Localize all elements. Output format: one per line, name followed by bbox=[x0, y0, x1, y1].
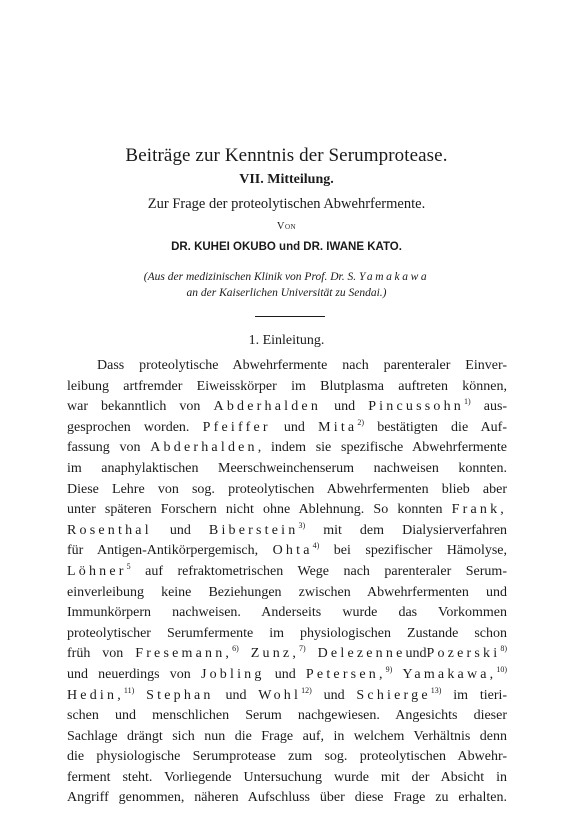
author-name: Abderhalden bbox=[213, 399, 322, 415]
body-paragraph bbox=[67, 356, 507, 809]
author-name: Yamakawa, bbox=[402, 666, 497, 682]
footnote-ref: 13) bbox=[430, 685, 442, 695]
text: gesprochen worden. bbox=[67, 419, 190, 435]
author-name: Mita bbox=[318, 419, 358, 435]
text: und bbox=[274, 666, 296, 682]
text: und neuerdings von bbox=[67, 666, 191, 682]
body-line bbox=[67, 438, 507, 459]
author-name: Biberstein bbox=[208, 522, 299, 538]
body-line bbox=[67, 397, 507, 418]
text: und bbox=[283, 419, 305, 435]
authors: DR. KUHEI OKUBO und DR. IWANE KATO. bbox=[171, 241, 402, 253]
body-line: leibung artfremder Eiweisskörper im Blutplasma auftreten können, bbox=[67, 378, 507, 394]
author-name: Rosenthal bbox=[67, 522, 152, 538]
text: und bbox=[323, 687, 345, 703]
author-name: Stephan bbox=[146, 687, 214, 703]
footnote-ref: 1) bbox=[463, 397, 471, 407]
author-name: Pfeiffer bbox=[202, 419, 271, 435]
body-line: Diese Lehre von sog. proteolytischen Abwehrfermenten blieb aber bbox=[67, 481, 507, 497]
affiliation-professor: Yamakawa bbox=[358, 271, 430, 283]
body-line: im anaphylaktischen Meerschweinchenserum nachweisen konnten. bbox=[67, 460, 507, 476]
affiliation-text: (Aus der medizinischen Klinik von Prof. Dr. S. bbox=[143, 271, 357, 283]
text: mit dem Dialysierverfahren bbox=[323, 522, 507, 538]
body-line: schen und menschlichen Serum nachgewiesen. Angesichts dieser bbox=[67, 708, 507, 724]
text: und bbox=[334, 399, 356, 415]
body-line bbox=[67, 686, 507, 707]
footnote-ref: 9) bbox=[385, 664, 393, 674]
body-line bbox=[67, 500, 507, 521]
body-line: Dass proteolytische Abwehrfermente nach parenteraler Einver- bbox=[97, 358, 507, 373]
footnote-ref: 7) bbox=[299, 644, 306, 654]
body-line bbox=[67, 665, 507, 686]
author-name: Ohta bbox=[272, 543, 313, 559]
text: für Antigen-Antikörpergemisch, bbox=[67, 543, 259, 559]
article-part: VII. Mitteilung. bbox=[239, 172, 334, 187]
author-name: Pozerski bbox=[426, 646, 501, 662]
author-name: Wohl bbox=[258, 687, 302, 703]
author-name: Fresemann, bbox=[135, 646, 233, 662]
body-line: die physiologische Serumprotease zum sog. proteolytischen Abwehr- bbox=[67, 749, 507, 765]
affiliation bbox=[0, 269, 573, 301]
body-line: Sachlage drängt sich nun die Frage auf, in welchem Verhältnis denn bbox=[67, 728, 507, 744]
body-line bbox=[67, 418, 507, 439]
author-name: Pincussohn bbox=[368, 399, 464, 415]
text: und bbox=[225, 687, 247, 703]
body-line: ferment steht. Vorliegende Untersuchung wurde mit der Absicht in bbox=[67, 769, 507, 785]
footnote-ref: 8) bbox=[500, 644, 507, 654]
body-line bbox=[67, 541, 507, 562]
text: bei spezifischer Hämolyse, bbox=[333, 543, 507, 559]
text: früh von bbox=[67, 646, 124, 662]
author-name: Schierge bbox=[356, 687, 431, 703]
author-name: Zunz, bbox=[250, 646, 300, 662]
affiliation-line-2: an der Kaiserlichen Universität zu Sendai.) bbox=[186, 287, 387, 299]
footnote-ref: 6) bbox=[232, 644, 239, 654]
text: und bbox=[169, 522, 191, 538]
body-line bbox=[67, 521, 507, 542]
article-title: Beiträge zur Kenntnis der Serumprotease. bbox=[125, 145, 448, 166]
footnote-ref: 5 bbox=[126, 561, 131, 571]
footnote-ref: 2) bbox=[357, 417, 365, 427]
text: , indem sie spezifische Abwehrfermente bbox=[257, 440, 507, 456]
affiliation-line-1 bbox=[0, 269, 573, 285]
author-name: Frank, bbox=[451, 502, 507, 518]
body-line: proteolytischer Serumfermente im physiologischen Zustande schon bbox=[67, 625, 507, 641]
article-subtitle: Zur Frage der proteolytischen Abwehrfermente. bbox=[147, 196, 426, 212]
text: und bbox=[405, 646, 427, 662]
body-line: einverleibung keine Beziehungen zwischen Abwehrfermenten und bbox=[67, 584, 507, 600]
byline-von: Von bbox=[276, 221, 297, 232]
footnote-ref: 11) bbox=[123, 685, 135, 695]
text: bestätigten die Auf- bbox=[377, 419, 507, 435]
author-name: Abderhalden bbox=[150, 440, 258, 456]
footnote-ref: 10) bbox=[496, 664, 507, 674]
author-name: Petersen, bbox=[305, 666, 386, 682]
section-divider bbox=[255, 316, 325, 317]
text: auf refraktometrischen Wege nach parenteraler Serum- bbox=[145, 563, 507, 579]
body-line bbox=[67, 562, 507, 583]
body-line bbox=[67, 644, 507, 665]
author-name: Delezenne bbox=[317, 646, 406, 662]
author-name: Löhner bbox=[67, 563, 127, 579]
text: war bekanntlich von bbox=[67, 399, 201, 415]
body-line: Angriff genommen, näheren Aufschluss über diese Frage zu erhalten. bbox=[67, 790, 507, 806]
footnote-ref: 12) bbox=[301, 685, 312, 695]
section-heading: 1. Einleitung. bbox=[248, 333, 325, 348]
text: unter späteren Forschern nicht ohne Ablehnung. So konnten bbox=[67, 502, 443, 518]
author-name: Hedin, bbox=[67, 687, 124, 703]
text: im tieri- bbox=[453, 687, 507, 703]
footnote-ref: 3) bbox=[298, 520, 306, 530]
body-line: Immunkörpern nachweisen. Anderseits wurde das Vorkommen bbox=[67, 605, 507, 621]
text: aus- bbox=[483, 399, 507, 415]
author-name: Jobling bbox=[200, 666, 265, 682]
text: fassung von bbox=[67, 440, 141, 456]
footnote-ref: 4) bbox=[312, 541, 320, 551]
